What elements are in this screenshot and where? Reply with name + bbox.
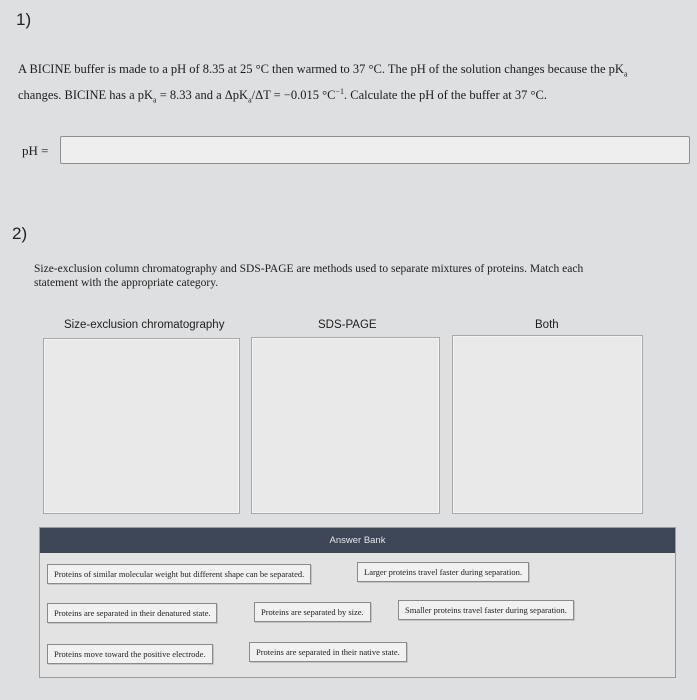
drop-zone-both[interactable] [452, 335, 643, 514]
drop-zone-sds-page[interactable] [251, 337, 440, 514]
question-1-line-2: changes. BICINE has a $pK_a = 8.33$ and a ΔpK$_a$/ΔT = −0.015 $^\circ C^{-1}$. Calculate the pH of the buffer at 37 °C. [18, 86, 547, 105]
question-1-number: 1) [16, 10, 32, 29]
question-2-prompt-line-2: statement with the appropriate category. [34, 277, 219, 289]
answer-bank-title: Answer Bank [40, 528, 675, 553]
ph-label: pH = [22, 143, 49, 158]
question-2-prompt [34, 262, 674, 290]
category-heading-sds-page: SDS-PAGE [318, 319, 377, 331]
answer-chip-smaller-faster[interactable]: Smaller proteins travel faster during separation. [398, 600, 574, 620]
answer-bank [39, 527, 676, 678]
question-1-text [18, 61, 688, 108]
answer-chip-larger-faster[interactable]: Larger proteins travel faster during separation. [357, 562, 529, 582]
ph-answer-input[interactable] [60, 136, 690, 164]
answer-chip-positive-electrode[interactable]: Proteins move toward the positive electrode. [47, 644, 213, 664]
answer-chip-native-state[interactable]: Proteins are separated in their native state. [249, 642, 407, 662]
answer-chip-similar-weight-different-shape[interactable]: Proteins of similar molecular weight but different shape can be separated. [47, 564, 311, 584]
drop-zone-size-exclusion[interactable] [43, 338, 240, 514]
question-1-line-1: A BICINE buffer is made to a pH of 8.35 at 25 °C then warmed to 37 °C. The pH of the solution changes because the $pK_a$ [18, 62, 628, 79]
question-2-prompt-line-1: Size-exclusion column chromatography and SDS-PAGE are methods used to separate mixtures of proteins. Match each [34, 263, 584, 275]
category-heading-size-exclusion: Size-exclusion chromatography [64, 319, 225, 331]
category-heading-both: Both [535, 319, 559, 331]
answer-chip-separated-by-size[interactable]: Proteins are separated by size. [254, 602, 371, 622]
answer-chip-denatured-state[interactable]: Proteins are separated in their denatured state. [47, 603, 217, 623]
question-2-number: 2) [12, 224, 28, 243]
